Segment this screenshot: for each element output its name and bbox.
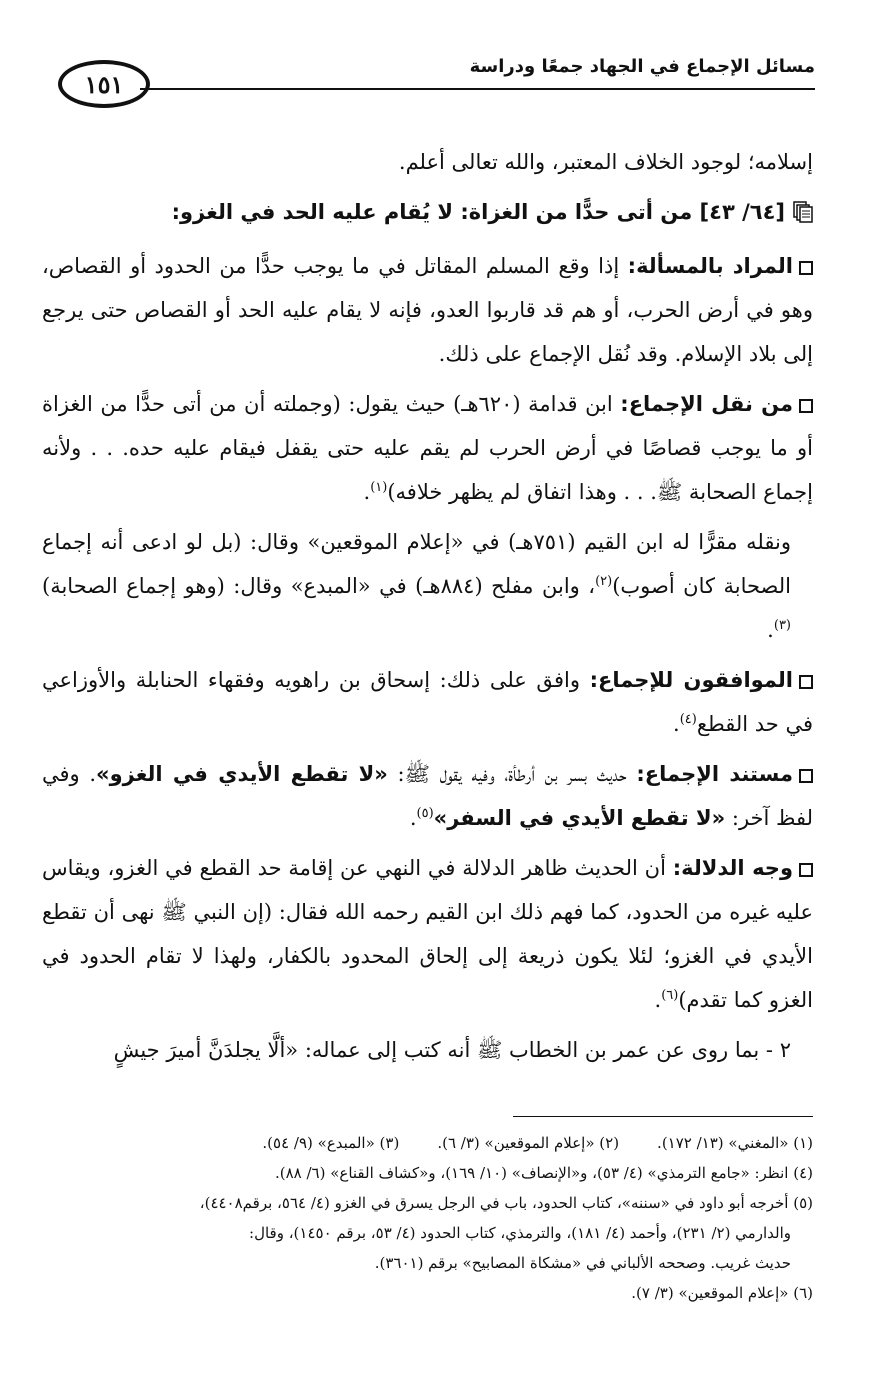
punct: . [673,712,680,736]
footnote-5-line-1: (٥) أخرجه أبو داود في «سننه»، كتاب الحدود، باب في الرجل يسرق في الغزو (٤/ ٥٦٤، برقم٤٤٠٨)، [199,1194,813,1212]
main-text [42,140,813,1078]
label-meaning: المراد بالمسألة: [627,254,793,278]
square-bullet-icon [799,675,813,689]
text-meaning: إذا وقع المسلم المقاتل في ما يوجب حدًّا من الحدود أو القصاص، وهو في أرض الحرب، أو هم قد قاربوا العدو، فإنه لا يقام عليه الحد أو القصاص حتى يرجع إلى بلاد الإسلام. وقد نُقل الإجماع على ذلك. [42,254,813,366]
square-bullet-icon [799,399,813,413]
paragraph-meaning [42,244,813,376]
square-bullet-icon [799,261,813,275]
document-icon [793,194,813,238]
label-evidence: مستند الإجماع: [636,762,793,786]
punct: . [409,806,417,830]
footnote-4: (٤) انظر: «جامع الترمذي» (٤/ ٥٣)، و«الإنصاف» (١٠/ ١٦٩)، و«كشاف القناع» (٦/ ٨٨). [274,1164,813,1182]
text-ibn-muflih: ، وابن مفلح (٨٨٤هـ) في «المبدع» وقال: (وهو إجماع الصحابة) [42,574,596,598]
footnote-2: (٢) «إعلام الموقعين» (٣/ ٦). [437,1134,620,1152]
paragraph-intro: إسلامه؛ لوجود الخلاف المعتبر، والله تعالى أعلم. [398,150,813,174]
page-header [0,0,885,130]
paragraph-agreeing [42,658,813,746]
hadith-quote: «لا تقطع الأيدي في الغزو» [96,762,388,786]
footnote-6: (٦) «إعلام الموقعين» (٣/ ٧). [631,1284,813,1302]
punct: . [654,988,662,1012]
issue-heading [42,190,813,238]
footnote-3: (٣) «المبدع» (٩/ ٥٤). [262,1134,400,1152]
footnote-5-line-2: والدارمي (٢/ ٢٣١)، وأحمد (٤/ ١٨١)، والترمذي، كتاب الحدود (٤/ ٥٣، برقم ١٤٥٠)، وقال: [249,1224,791,1242]
label-agreeing: الموافقون للإجماع: [589,668,794,692]
footnote-ref[interactable]: (٣) [773,618,791,633]
footnote-ref[interactable]: (٦) [661,988,679,1003]
page-number: ١٥١ [58,60,150,108]
paragraph-transmitters [42,382,813,514]
paragraph-inference [42,846,813,1022]
issue-heading-text: [٦٤/ ٤٣] من أتى حدًّا من الغزاة: لا يُقام عليه الحد في الغزو: [171,200,785,224]
paragraph-ibn-qayyim [42,520,813,652]
footnote-ref[interactable]: (١) [370,480,388,495]
footnote-1: (١) «المغني» (١٣/ ١٧٢). [657,1134,813,1152]
running-title: مسائل الإجماع في الجهاد جمعًا ودراسة [469,56,815,77]
paragraph-umar: ٢ - بما روى عن عمر بن الخطاب ﷺ أنه كتب إلى عماله: «ألَّا يجلدَنَّ أميرَ جيشٍ [113,1038,791,1062]
punct: . [363,480,371,504]
text-evidence-2: . وفي لفظ آخر: [42,762,813,830]
footnote-row [42,1128,813,1158]
text-agreeing: وافق على ذلك: إسحاق بن راهويه وفقهاء الحنابلة والأوزاعي في حد القطع [42,668,813,736]
footnote-ref[interactable]: (٥) [416,806,434,821]
square-bullet-icon [799,769,813,783]
punct: . [767,618,774,642]
hadith-quote-2: «لا تقطع الأيدي في السفر» [433,806,726,830]
square-bullet-icon [799,863,813,877]
header-rule [140,88,815,90]
text-ibn-qayyim: ونقله مقرًّا له ابن القيم (٧٥١هـ) في «إعلام الموقعين» وقال: (بل لو ادعى أنه إجماع الصحابة كان أصوب) [42,530,791,598]
label-inference: وجه الدلالة: [672,856,793,880]
footnote-separator [513,1116,813,1117]
text-transmitters: ابن قدامة (٦٢٠هـ) حيث يقول: (وجملته أن من أتى حدًّا من الغزاة أو ما يوجب قصاصًا في أرض الحرب لم يقم عليه حتى يقفل فيقام عليه حده. . . ولأنه إجماع الصحابة ﷺ. . . وهذا اتفاق لم يظهر خلافه) [42,392,813,504]
text-inference: أن الحديث ظاهر الدلالة في النهي عن إقامة حد القطع في الغزو، ويقاس عليه غيره من الحدود، كما فهم ذلك ابن القيم رحمه الله فقال: (إن النبي ﷺ نهى أن تقطع الأيدي في الغزو؛ لئلا يكون ذريعة إلى إلحاق المحدود بالكفار، ولهذا لا تقام الحدود في الغزو كما تقدم) [42,856,813,1012]
footnote-ref[interactable]: (٤) [679,712,697,727]
footnotes [42,1128,813,1308]
footnote-5-line-3: حديث غريب. وصححه الألباني في «مشكاة المصابيح» برقم (٣٦٠١). [374,1254,791,1272]
label-transmitters: من نقل الإجماع: [620,392,793,416]
text-evidence: حديث بسر بن أرطأة، وفيه يقول ﷺ: [387,762,637,786]
footnote-ref[interactable]: (٢) [595,574,613,589]
paragraph-evidence [42,752,813,840]
